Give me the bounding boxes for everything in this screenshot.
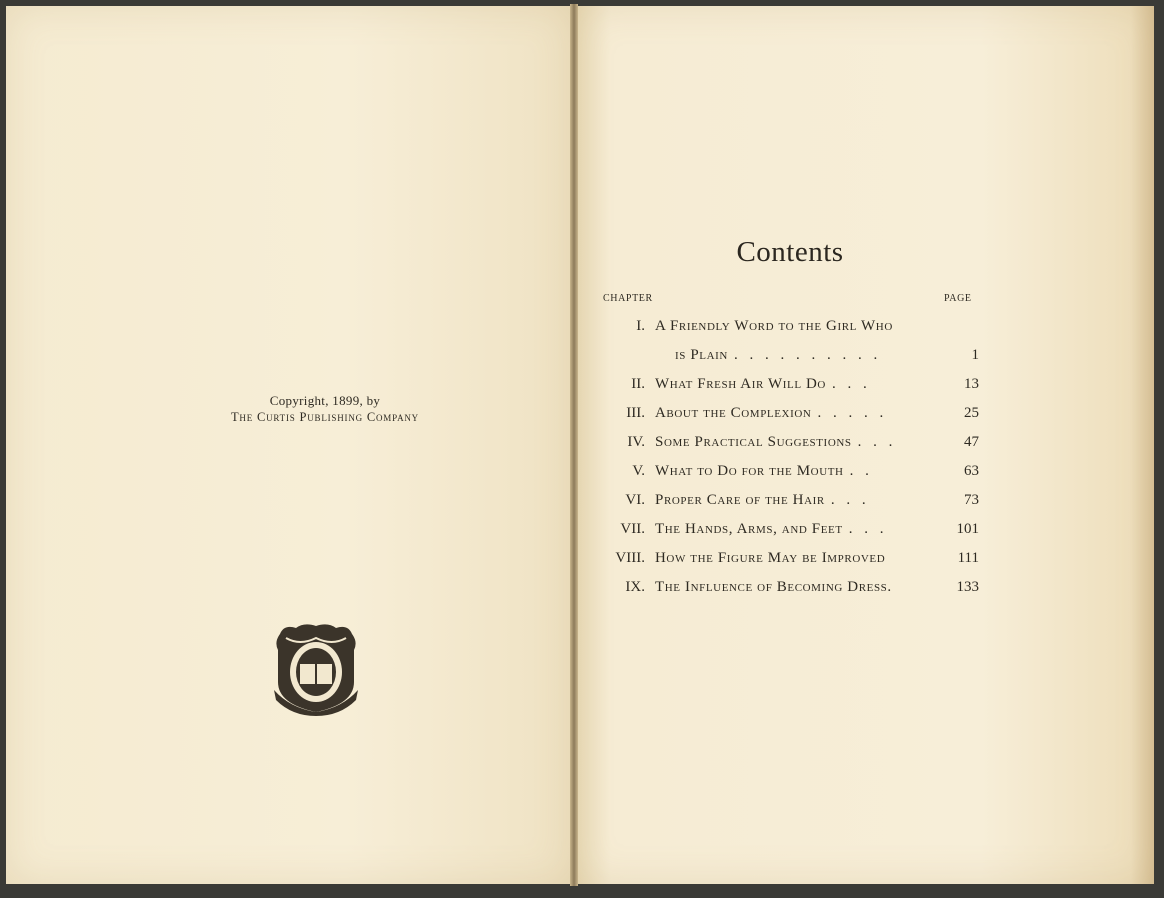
chapter-title	[655, 402, 887, 424]
chapter-title	[655, 373, 871, 395]
chapter-number: V.	[632, 463, 645, 479]
chapter-number: II.	[631, 376, 645, 392]
leader-dots: . . .	[831, 376, 871, 392]
page-number: 1	[971, 347, 979, 363]
chapter-title-text: What Fresh Air Will Do	[655, 376, 826, 392]
chapter-title-text: A Friendly Word to the Girl Who	[655, 318, 893, 334]
copyright-line: Copyright, 1899, by	[269, 393, 381, 408]
chapter-number: VI.	[625, 492, 645, 508]
chapter-title-text: About the Complexion	[655, 405, 812, 421]
toc-entry	[0, 344, 1164, 366]
chapter-title	[675, 344, 881, 366]
leader-dots: . . .	[830, 492, 870, 508]
chapter-number: I.	[636, 318, 645, 334]
chapter-title	[655, 460, 873, 482]
leader-dots: . . .	[848, 521, 888, 537]
chapter-title-text: The Influence of Becoming Dress.	[655, 579, 892, 595]
chapter-column-header: CHAPTER	[603, 293, 653, 304]
chapter-title	[655, 489, 870, 511]
toc-entry	[0, 402, 1164, 424]
page-column-header: PAGE	[944, 293, 972, 304]
chapter-number: III.	[626, 405, 645, 421]
page-number: 73	[964, 492, 979, 508]
chapter-number: VII.	[620, 521, 645, 537]
chapter-title-text: Proper Care of the Hair	[655, 492, 825, 508]
toc-entry	[0, 489, 1164, 511]
leader-dots: . .	[849, 463, 873, 479]
chapter-title-text: The Hands, Arms, and Feet	[655, 521, 843, 537]
leader-dots: . . . . . . . . . .	[733, 347, 882, 363]
printer-emblem-icon	[270, 620, 362, 716]
page-number: 133	[956, 579, 979, 595]
chapter-number: VIII.	[615, 550, 645, 566]
toc-entry	[0, 315, 1164, 337]
toc-entry	[0, 460, 1164, 482]
chapter-title-text: What to Do for the Mouth	[655, 463, 844, 479]
page-number: 63	[964, 463, 979, 479]
page-number: 111	[957, 550, 979, 566]
toc-entry	[0, 431, 1164, 453]
page-number: 47	[964, 434, 979, 450]
contents-title: Contents	[736, 236, 844, 268]
page-number: 101	[956, 521, 979, 537]
leader-dots: . . . . .	[817, 405, 888, 421]
chapter-title	[655, 547, 885, 569]
chapter-title-text: is Plain	[675, 347, 728, 363]
chapter-title	[655, 518, 887, 540]
toc-entry	[0, 576, 1164, 598]
toc-entry	[0, 373, 1164, 395]
page-number: 25	[964, 405, 979, 421]
toc-entry	[0, 547, 1164, 569]
chapter-title	[655, 315, 893, 337]
chapter-title	[655, 576, 892, 598]
toc-entry	[0, 518, 1164, 540]
chapter-title-text: How the Figure May be Improved	[655, 550, 886, 566]
leader-dots: . . .	[857, 434, 897, 450]
publisher-name: The Curtis Publishing Company	[231, 410, 419, 424]
chapter-number: IX.	[625, 579, 645, 595]
page-number: 13	[964, 376, 979, 392]
chapter-title-text: Some Practical Suggestions	[655, 434, 852, 450]
chapter-number: IV.	[627, 434, 645, 450]
chapter-title	[655, 431, 896, 453]
